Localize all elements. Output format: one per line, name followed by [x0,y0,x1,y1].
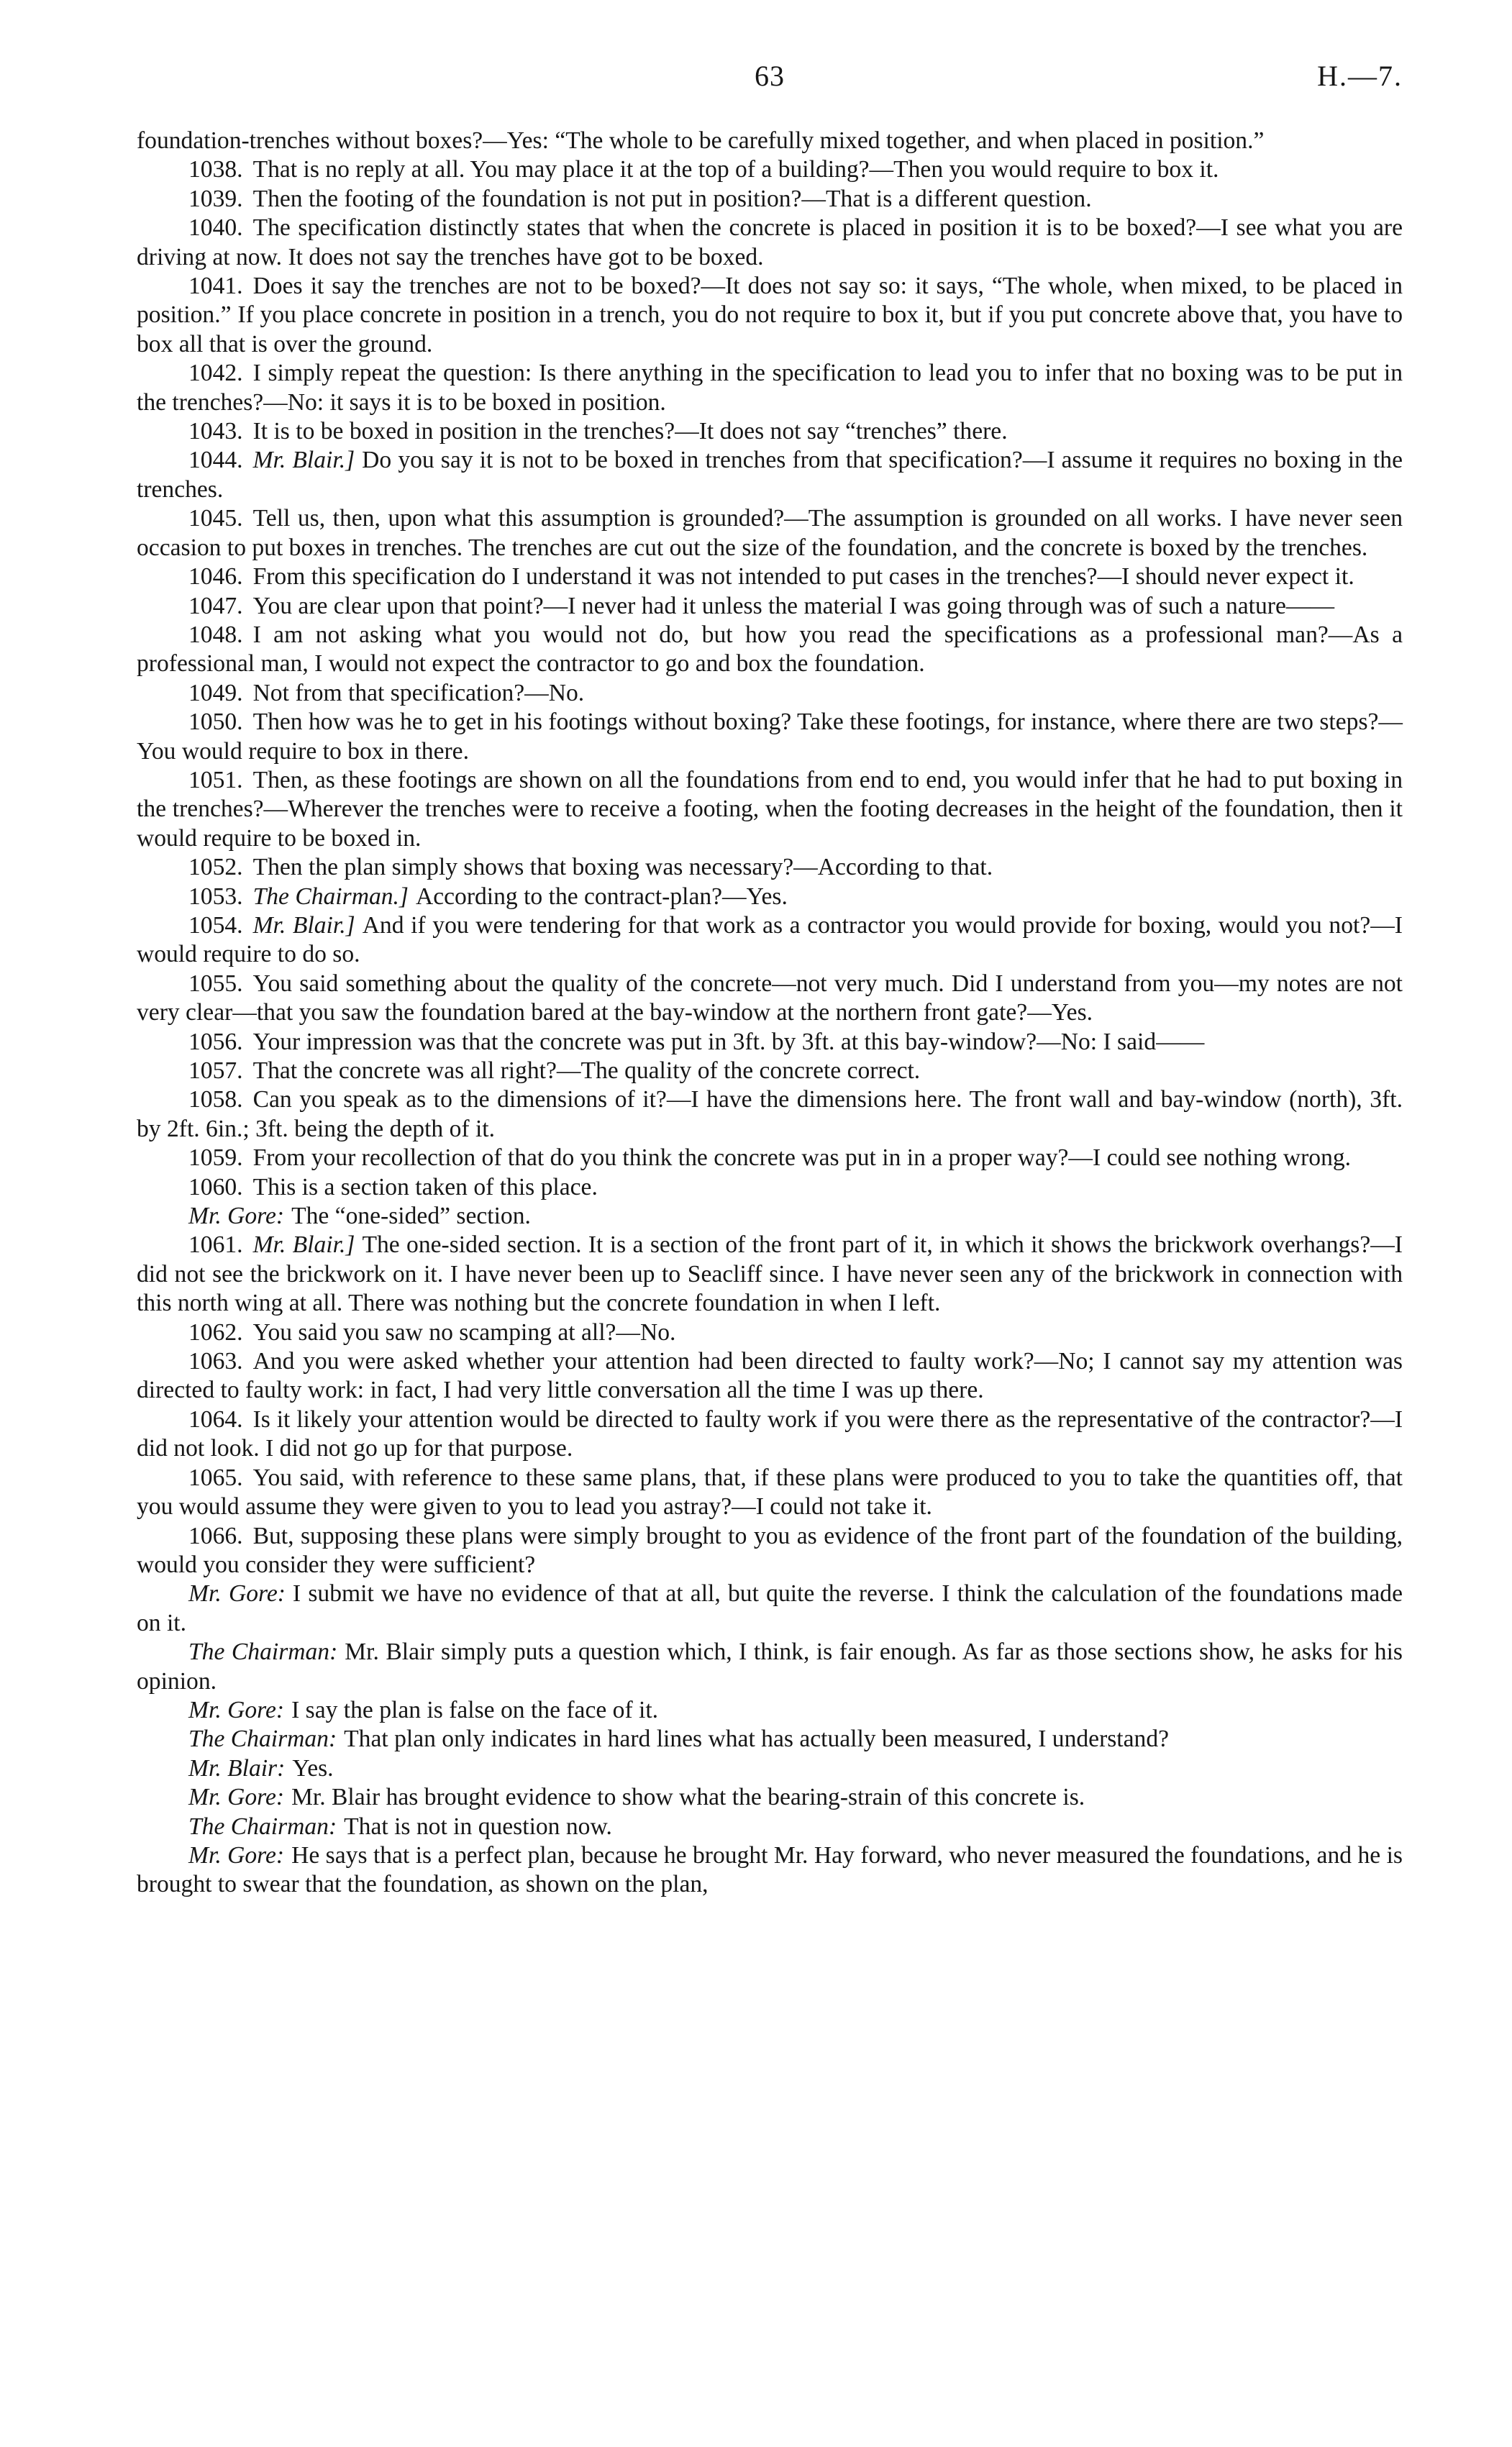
paragraph-text: Then how was he to get in his footings without boxing? Take these footings, for instance, where there are two steps?—You would require to box in there. [137,708,1403,765]
transcript-paragraph [137,592,1403,621]
transcript-paragraph [137,214,1403,272]
transcript-paragraph [137,1231,1403,1318]
transcript-paragraph [137,970,1403,1028]
question-number: 1057. [188,1057,243,1084]
question-number: 1042. [188,360,243,387]
paragraph-text: You said, with reference to these same plans, that, if these plans were produced to you to take the quantities off, that you would assume they were given to you to lead you astray?—I could not take it. [137,1464,1403,1521]
paragraph-text: Then the footing of the foundation is not put in position?—That is a different question. [252,185,1092,212]
transcript-paragraph [137,1464,1403,1522]
question-number: 1062. [188,1318,243,1346]
speaker-label: Mr. Gore: [188,1841,285,1869]
page-number: 63 [755,60,785,92]
paragraph-text: Then the plan simply shows that boxing was necessary?—According to that. [252,854,993,881]
paragraph-text: You are clear upon that point?—I never had it unless the material I was going through was of such a nature—— [252,592,1335,619]
transcript-paragraph [137,1754,1403,1783]
paragraph-text: From your recollection of that do you think the concrete was put in in a proper way?—I could see nothing wrong. [252,1144,1352,1172]
evidence-transcript [137,127,1403,1900]
speaker-label: Mr. Gore: [188,1580,286,1608]
paragraph-text: Mr. Blair has brought evidence to show what the bearing-strain of this concrete is. [291,1784,1085,1811]
transcript-paragraph [137,1522,1403,1580]
paragraph-text: It is to be boxed in position in the trenches?—It does not say “trenches” there. [252,418,1008,445]
question-number: 1063. [188,1348,243,1375]
transcript-paragraph [137,1841,1403,1900]
transcript-paragraph [137,446,1403,504]
transcript-paragraph [137,562,1403,591]
question-number: 1039. [188,185,243,212]
transcript-paragraph [137,1144,1403,1172]
paragraph-text: The specification distinctly states that when the concrete is placed in position it is to be boxed?—I see what you are driving at now. It does not say the trenches have got to be boxed. [137,214,1403,270]
question-number: 1051. [188,766,243,793]
speaker-label: Mr. Blair.] [252,1231,355,1259]
transcript-paragraph [137,1783,1403,1812]
transcript-paragraph [137,417,1403,446]
paragraph-text: Is it likely your attention would be directed to faulty work if you were there as the representative of the contractor?—I did not look. I did not go up for that purpose. [137,1405,1403,1462]
paragraph-text: And you were asked whether your attention had been directed to faulty work?—No; I cannot say my attention was directed to faulty work: in fact, I had very little conversation all the time I was up there. [137,1348,1403,1404]
paragraph-text: That plan only indicates in hard lines what has actually been measured, I understand? [344,1726,1170,1753]
transcript-paragraph [137,1813,1403,1841]
speaker-label: The Chairman: [188,1726,337,1753]
speaker-label: Mr. Gore: [188,1696,285,1723]
paragraph-text: I am not asking what you would not do, but how you read the specifications as a professional man?—As a professional man, I would not expect the contractor to go and box the foundation. [137,621,1403,678]
transcript-paragraph [137,155,1403,184]
question-number: 1059. [188,1144,243,1172]
paragraph-text: foundation-trenches without boxes?—Yes: “The whole to be carefully mixed together, and when placed in position.” [137,127,1265,154]
paragraph-text: Does it say the trenches are not to be boxed?—It does not say so: it says, “The whole, when mixed, to be placed in position.” If you place concrete in position in a trench, you do not require to box it, but if you put concrete above that, you have to box all that is over the ground. [137,273,1403,357]
question-number: 1045. [188,505,243,532]
transcript-paragraph [137,504,1403,562]
transcript-paragraph [137,1057,1403,1085]
paragraph-text: I simply repeat the question: Is there anything in the specification to lead you to infer that no boxing was to be put in the trenches?—No: it says it is to be boxed in position. [137,360,1403,416]
speaker-label: Mr. Blair.] [252,447,355,474]
speaker-label: Mr. Blair.] [252,911,355,939]
paragraph-text: That is not in question now. [344,1813,612,1840]
transcript-paragraph [137,185,1403,214]
transcript-paragraph [137,1028,1403,1057]
question-number: 1052. [188,854,243,881]
paragraph-text: Your impression was that the concrete was put in 3ft. by 3ft. at this bay-window?—No: I said—— [252,1028,1205,1055]
question-number: 1064. [188,1405,243,1433]
transcript-paragraph [137,1085,1403,1144]
paragraph-text: He says that is a perfect plan, because he brought Mr. Hay forward, who never measured the foundations, and he is brought to swear that the foundation, as shown on the plan, [137,1841,1403,1898]
question-number: 1040. [188,214,243,242]
question-number: 1053. [188,883,243,910]
transcript-paragraph [137,1696,1403,1725]
question-number: 1044. [188,447,243,474]
paragraph-text: That the concrete was all right?—The quality of the concrete correct. [252,1057,921,1084]
speaker-label: The Chairman: [188,1639,338,1666]
paragraph-text: The “one-sided” section. [291,1203,531,1230]
question-number: 1041. [188,273,243,300]
question-number: 1060. [188,1173,243,1200]
paragraph-text: Then, as these footings are shown on all the foundations from end to end, you would infer that he had to put boxing in the trenches?—Wherever the trenches were to receive a footing, when the footing decreases in the height of the foundation, then it would require to be boxed in. [137,766,1403,852]
transcript-paragraph [137,1638,1403,1696]
transcript-paragraph [137,621,1403,679]
page-header [137,59,1403,102]
paragraph-text: But, supposing these plans were simply brought to you as evidence of the front part of the foundation of the building, would you consider they were sufficient? [137,1522,1403,1578]
transcript-paragraph [137,1173,1403,1202]
transcript-paragraph [137,359,1403,417]
transcript-paragraph [137,1405,1403,1464]
speaker-label: Mr. Blair: [188,1754,286,1782]
speaker-label: Mr. Gore: [188,1203,285,1230]
transcript-paragraph [137,883,1403,911]
question-number: 1043. [188,418,243,445]
transcript-paragraph [137,127,1403,155]
question-number: 1056. [188,1028,243,1055]
transcript-paragraph [137,853,1403,882]
transcript-paragraph [137,1318,1403,1347]
transcript-paragraph [137,766,1403,853]
paragraph-text: Mr. Blair simply puts a question which, I think, is fair enough. As far as those sections show, he asks for his opinion. [137,1639,1403,1695]
transcript-paragraph [137,272,1403,359]
speaker-label: Mr. Gore: [188,1784,285,1811]
paragraph-text: Not from that specification?—No. [252,679,585,706]
transcript-paragraph [137,1725,1403,1754]
paragraph-text: The one-sided section. It is a section of the front part of it, in which it shows the brickwork overhangs?—I did not see the brickwork on it. I have never been up to Seacliff since. I have never seen any of the brickwork in connection with this north wing at all. There was nothing but the concrete foundation in when I left. [137,1231,1403,1317]
document-reference: H.—7. [1317,60,1403,92]
question-number: 1066. [188,1522,243,1549]
question-number: 1049. [188,679,243,706]
paragraph-text: This is a section taken of this place. [252,1173,598,1200]
paragraph-text: Tell us, then, upon what this assumption is grounded?—The assumption is grounded on all works. I have never seen occasion to put boxes in trenches. The trenches are cut out the size of the foundation, and the concrete is boxed by the trenches. [137,505,1403,561]
paragraph-text: I say the plan is false on the face of it. [291,1696,659,1723]
question-number: 1050. [188,708,243,736]
paragraph-text: Can you speak as to the dimensions of it?—I have the dimensions here. The front wall and bay-window (north), 3ft. by 2ft. 6in.; 3ft. being the depth of it. [137,1086,1403,1142]
question-number: 1065. [188,1464,243,1491]
paragraph-text: From this specification do I understand it was not intended to put cases in the trenches?—I should never expect it. [252,563,1354,591]
question-number: 1061. [188,1231,243,1259]
paragraph-text: Do you say it is not to be boxed in trenches from that specification?—I assume it requires no boxing in the trenches. [137,447,1403,503]
paragraph-text: According to the contract-plan?—Yes. [415,883,788,910]
question-number: 1048. [188,621,243,648]
paragraph-text: That is no reply at all. You may place it at the top of a building?—Then you would require to box it. [252,156,1219,183]
question-number: 1038. [188,156,243,183]
transcript-paragraph [137,1580,1403,1638]
paragraph-text: I submit we have no evidence of that at all, but quite the reverse. I think the calculation of the foundations made on it. [137,1580,1403,1636]
transcript-paragraph [137,708,1403,766]
paragraph-text: You said you saw no scamping at all?—No. [252,1318,676,1346]
paragraph-text: You said something about the quality of the concrete—not very much. Did I understand from you—my notes are not very clear—that you saw the foundation bared at the bay-window at the northern front gate?—Yes. [137,970,1403,1026]
transcript-paragraph [137,911,1403,970]
transcript-paragraph [137,1202,1403,1231]
paragraph-text: Yes. [292,1754,334,1782]
speaker-label: The Chairman.] [252,883,409,910]
transcript-paragraph [137,679,1403,708]
question-number: 1058. [188,1086,243,1113]
question-number: 1047. [188,592,243,619]
question-number: 1055. [188,970,243,997]
transcript-paragraph [137,1347,1403,1405]
question-number: 1046. [188,563,243,591]
speaker-label: The Chairman: [188,1813,337,1840]
paragraph-text: And if you were tendering for that work as a contractor you would provide for boxing, would you not?—I would require to do so. [137,911,1403,968]
question-number: 1054. [188,911,243,939]
